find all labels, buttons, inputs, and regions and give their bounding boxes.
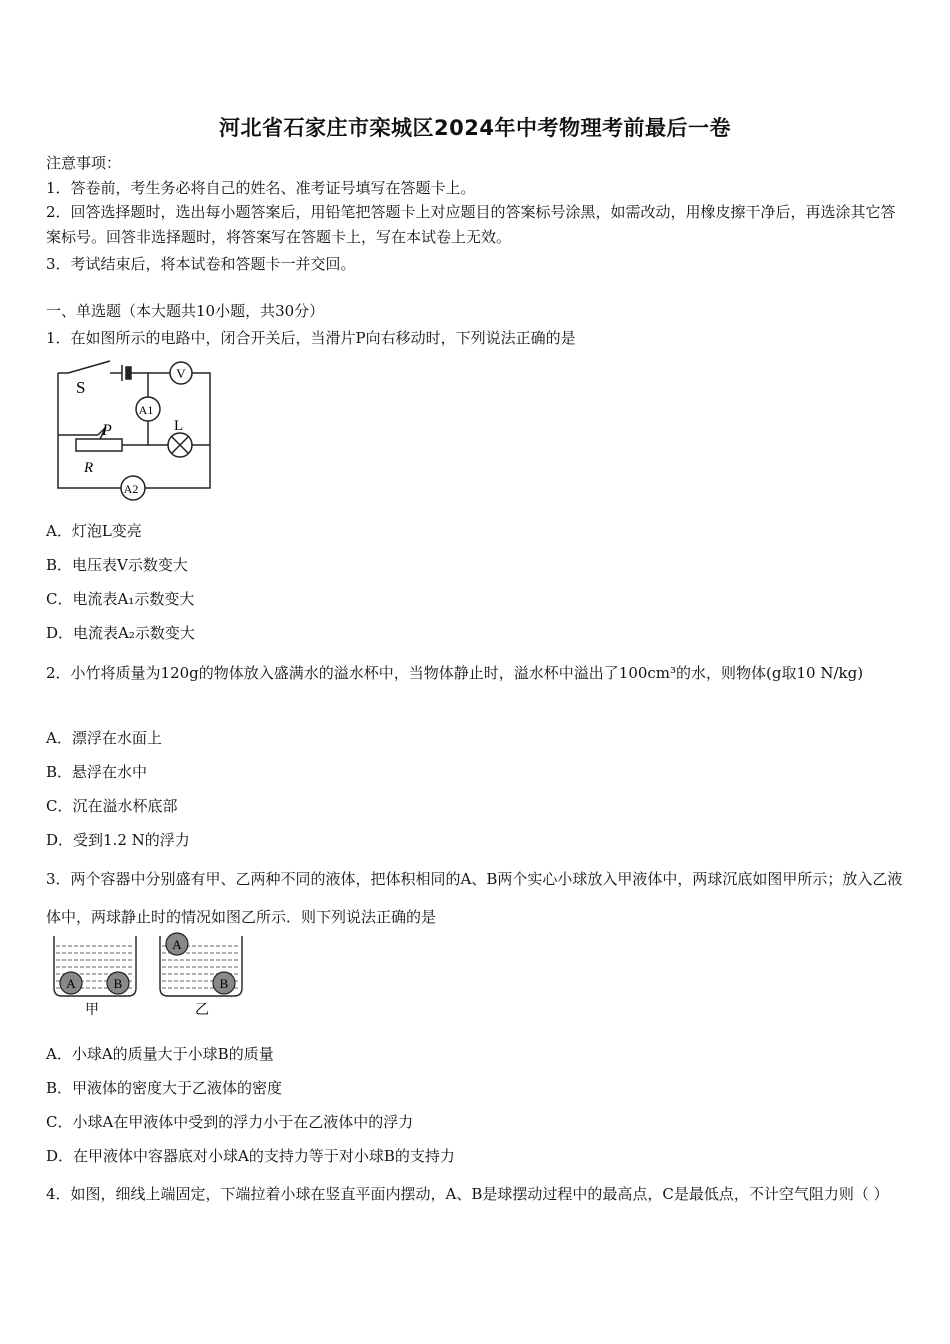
- q3-option-a: A．小球A的质量大于小球B的质量: [46, 1045, 274, 1063]
- q2-option-c: C．沉在溢水杯底部: [46, 797, 178, 815]
- label-ball-b-jia: B: [113, 976, 123, 991]
- notice-item-1: 1．答卷前，考生务必将自己的姓名、准考证号填写在答题卡上。: [46, 179, 476, 197]
- q2-option-d: D．受到1.2 N的浮力: [46, 831, 190, 849]
- q2-option-b: B．悬浮在水中: [46, 763, 148, 781]
- label-p: P: [102, 422, 112, 439]
- label-jia: 甲: [85, 1003, 99, 1018]
- label-a1: A1: [138, 403, 154, 417]
- label-l: L: [174, 418, 184, 434]
- notice-item-3: 3．考试结束后，将本试卷和答题卡一并交回。: [46, 255, 356, 273]
- notice-heading: 注意事项：: [46, 154, 122, 172]
- question-2-stem: 2．小竹将质量为120g的物体放入盛满水的溢水杯中，当物体静止时，溢水杯中溢出了100cm³的水，则物体(g取10 N/kg): [46, 664, 864, 682]
- label-ball-a-yi: A: [172, 937, 182, 952]
- label-r: R: [84, 460, 94, 476]
- switch-lever: [68, 361, 110, 373]
- label-ball-a-jia: A: [66, 976, 76, 991]
- q1-option-d: D．电流表A₂示数变大: [46, 624, 195, 642]
- label-v: V: [176, 366, 186, 381]
- label-ball-b-yi: B: [219, 976, 229, 991]
- section-heading: 一、单选题（本大题共10小题，共30分）: [46, 302, 325, 320]
- q1-option-a: A．灯泡L变亮: [46, 522, 142, 540]
- label-yi: 乙: [195, 1003, 209, 1018]
- q3-option-b: B．甲液体的密度大于乙液体的密度: [46, 1079, 283, 1097]
- label-a2: A2: [123, 482, 139, 496]
- q3-option-d: D．在甲液体中容器底对小球A的支持力等于对小球B的支持力: [46, 1147, 455, 1165]
- question-3-stem: 3．两个容器中分别盛有甲、乙两种不同的液体，把体积相同的A、B两个实心小球放入甲液体中，两球沉底如图甲所示；放入乙液体中，两球静止时的情况如图乙所示．则下列说法正确的是: [46, 870, 903, 926]
- q2-option-a: A．漂浮在水面上: [46, 729, 162, 747]
- label-s: S: [76, 378, 86, 397]
- notice-item-2: 2．回答选择题时，选出每小题答案后，用铅笔把答题卡上对应题目的答案标号涂黑，如需改动，用橡皮擦干净后，再选涂其它答案标号。回答非选择题时，将答案写在答题卡上，写在本试卷上无效。: [46, 203, 896, 246]
- question-1-stem: 1．在如图所示的电路中，闭合开关后，当滑片P向右移动时，下列说法正确的是: [46, 329, 576, 347]
- q1-option-b: B．电压表V示数变大: [46, 556, 188, 574]
- q3-option-c: C．小球A在甲液体中受到的浮力小于在乙液体中的浮力: [46, 1113, 414, 1131]
- circuit-diagram: [48, 355, 223, 503]
- containers-diagram: [48, 930, 253, 1020]
- q1-option-c: C．电流表A₁示数变大: [46, 590, 195, 608]
- page-title: 河北省石家庄市栾城区2024年中考物理考前最后一卷: [219, 116, 731, 140]
- question-4-stem: 4．如图，细线上端固定，下端拉着小球在竖直平面内摆动，A、B是球摆动过程中的最高点，C是最低点，不计空气阻力则（ ）: [46, 1185, 889, 1203]
